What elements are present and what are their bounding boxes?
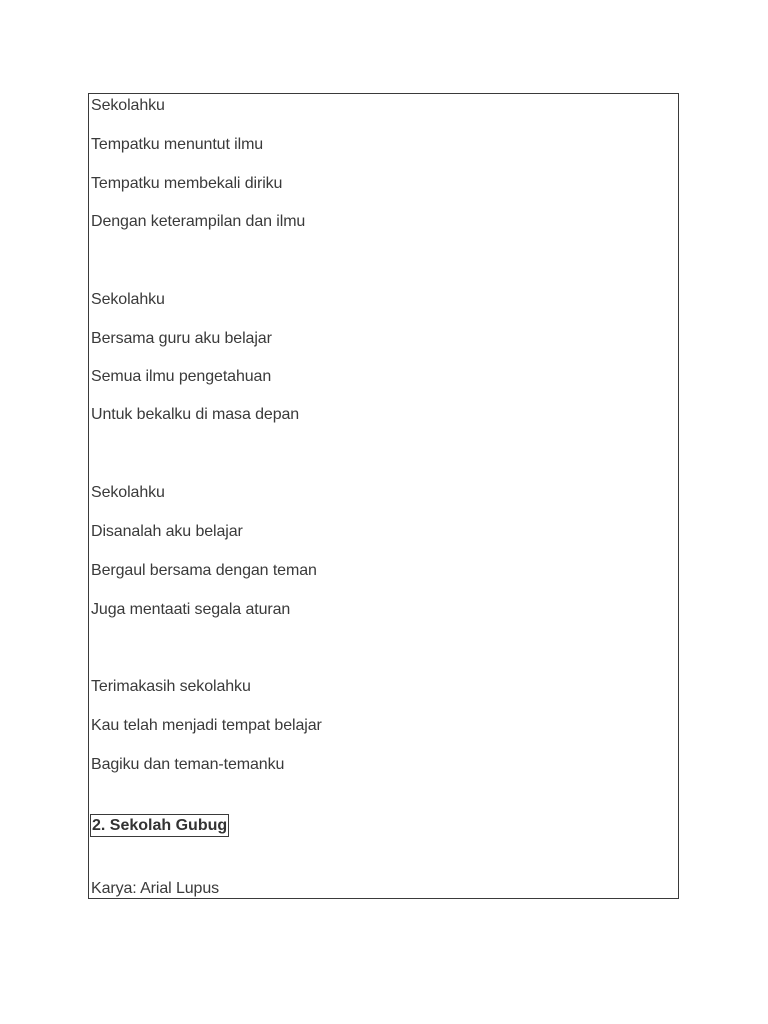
- poem-line: Sekolahku: [91, 484, 165, 501]
- poem-line: Bagiku dan teman-temanku: [91, 756, 285, 773]
- poem-line: Semua ilmu pengetahuan: [91, 368, 272, 385]
- poem-line: Tempatku menuntut ilmu: [91, 136, 264, 153]
- poem-line: Terimakasih sekolahku: [91, 678, 251, 695]
- section-heading: 2. Sekolah Gubug: [90, 814, 229, 837]
- poem-line: Bersama guru aku belajar: [91, 330, 272, 347]
- poem-line: Tempatku membekali diriku: [91, 175, 283, 192]
- poem-line: Sekolahku: [91, 97, 165, 114]
- poem-line: Untuk bekalku di masa depan: [91, 406, 300, 423]
- poem-line: Kau telah menjadi tempat belajar: [91, 717, 322, 734]
- poem-line: Disanalah aku belajar: [91, 523, 243, 540]
- poem-line: Dengan keterampilan dan ilmu: [91, 213, 306, 230]
- poem-line: Juga mentaati segala aturan: [91, 601, 291, 618]
- poem-line: Bergaul bersama dengan teman: [91, 562, 317, 579]
- poem-frame: [88, 93, 679, 899]
- poem-line: Sekolahku: [91, 291, 165, 308]
- author-line: Karya: Arial Lupus: [91, 880, 220, 897]
